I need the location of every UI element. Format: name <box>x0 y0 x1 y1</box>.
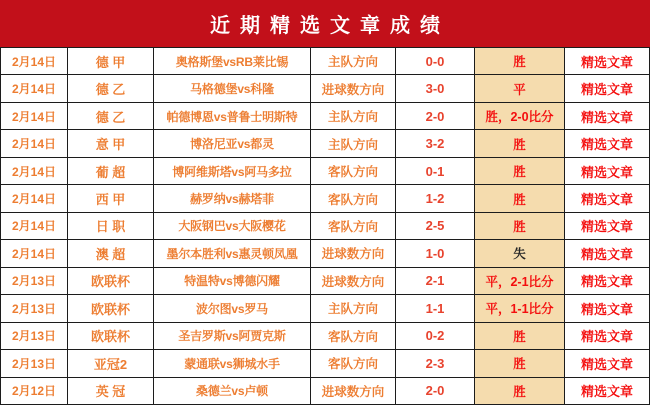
score-cell: 2-0 <box>396 103 474 129</box>
article-link[interactable]: 精选文章 <box>565 185 649 211</box>
league-cell: 德 乙 <box>68 75 153 101</box>
article-link[interactable]: 精选文章 <box>565 213 649 239</box>
score-cell: 1-1 <box>396 295 474 321</box>
article-link[interactable]: 精选文章 <box>565 75 649 101</box>
result-cell: 胜 <box>475 323 564 349</box>
date-cell: 2月14日 <box>1 240 67 266</box>
match-cell: 帕德博恩vs普鲁士明斯特 <box>154 103 310 129</box>
league-cell: 欧联杯 <box>68 295 153 321</box>
result-cell: 平，2-1比分 <box>475 268 564 294</box>
score-cell: 2-1 <box>396 268 474 294</box>
match-cell: 特温特vs博德闪耀 <box>154 268 310 294</box>
result-cell: 胜 <box>475 48 564 74</box>
league-cell: 日 职 <box>68 213 153 239</box>
match-cell: 墨尔本胜利vs惠灵顿凤凰 <box>154 240 310 266</box>
direction-cell: 进球数方向 <box>311 240 395 266</box>
score-cell: 0-2 <box>396 323 474 349</box>
score-cell: 2-0 <box>396 378 474 404</box>
result-cell: 胜，2-0比分 <box>475 103 564 129</box>
article-link[interactable]: 精选文章 <box>565 158 649 184</box>
article-link[interactable]: 精选文章 <box>565 130 649 156</box>
direction-cell: 主队方向 <box>311 103 395 129</box>
score-cell: 3-2 <box>396 130 474 156</box>
date-cell: 2月14日 <box>1 103 67 129</box>
date-cell: 2月13日 <box>1 295 67 321</box>
date-cell: 2月12日 <box>1 378 67 404</box>
date-cell: 2月14日 <box>1 48 67 74</box>
league-cell: 葡 超 <box>68 158 153 184</box>
match-cell: 圣吉罗斯vs阿贾克斯 <box>154 323 310 349</box>
league-cell: 德 乙 <box>68 103 153 129</box>
match-cell: 大阪钢巴vs大阪樱花 <box>154 213 310 239</box>
article-link[interactable]: 精选文章 <box>565 295 649 321</box>
direction-cell: 客队方向 <box>311 350 395 376</box>
score-cell: 3-0 <box>396 75 474 101</box>
score-cell: 1-2 <box>396 185 474 211</box>
date-cell: 2月14日 <box>1 185 67 211</box>
result-cell: 平 <box>475 75 564 101</box>
direction-cell: 客队方向 <box>311 158 395 184</box>
match-cell: 赫罗纳vs赫塔菲 <box>154 185 310 211</box>
direction-cell: 客队方向 <box>311 323 395 349</box>
league-cell: 亚冠2 <box>68 350 153 376</box>
results-table <box>0 47 650 405</box>
direction-cell: 进球数方向 <box>311 75 395 101</box>
league-cell: 德 甲 <box>68 48 153 74</box>
date-cell: 2月14日 <box>1 213 67 239</box>
result-cell: 胜 <box>475 378 564 404</box>
league-cell: 意 甲 <box>68 130 153 156</box>
result-cell: 失 <box>475 240 564 266</box>
match-cell: 博阿维斯塔vs阿马多拉 <box>154 158 310 184</box>
score-cell: 2-3 <box>396 350 474 376</box>
article-link[interactable]: 精选文章 <box>565 103 649 129</box>
date-cell: 2月13日 <box>1 350 67 376</box>
date-cell: 2月14日 <box>1 158 67 184</box>
score-cell: 1-0 <box>396 240 474 266</box>
match-cell: 桑德兰vs卢顿 <box>154 378 310 404</box>
league-cell: 澳 超 <box>68 240 153 266</box>
league-cell: 英 冠 <box>68 378 153 404</box>
direction-cell: 主队方向 <box>311 130 395 156</box>
result-cell: 胜 <box>475 213 564 239</box>
match-cell: 奥格斯堡vsRB莱比锡 <box>154 48 310 74</box>
article-link[interactable]: 精选文章 <box>565 48 649 74</box>
match-cell: 马格德堡vs科隆 <box>154 75 310 101</box>
league-cell: 西 甲 <box>68 185 153 211</box>
date-cell: 2月13日 <box>1 323 67 349</box>
score-cell: 2-5 <box>396 213 474 239</box>
article-link[interactable]: 精选文章 <box>565 240 649 266</box>
match-cell: 博洛尼亚vs都灵 <box>154 130 310 156</box>
article-link[interactable]: 精选文章 <box>565 268 649 294</box>
direction-cell: 主队方向 <box>311 48 395 74</box>
league-cell: 欧联杯 <box>68 323 153 349</box>
date-cell: 2月14日 <box>1 75 67 101</box>
result-cell: 胜 <box>475 350 564 376</box>
table-title: 近期精选文章成绩 <box>0 0 650 47</box>
score-cell: 0-0 <box>396 48 474 74</box>
date-cell: 2月13日 <box>1 268 67 294</box>
match-cell: 蒙通联vs狮城水手 <box>154 350 310 376</box>
direction-cell: 客队方向 <box>311 213 395 239</box>
article-link[interactable]: 精选文章 <box>565 378 649 404</box>
result-cell: 胜 <box>475 130 564 156</box>
result-cell: 胜 <box>475 158 564 184</box>
match-cell: 波尔图vs罗马 <box>154 295 310 321</box>
article-link[interactable]: 精选文章 <box>565 350 649 376</box>
result-cell: 胜 <box>475 185 564 211</box>
direction-cell: 主队方向 <box>311 295 395 321</box>
direction-cell: 客队方向 <box>311 185 395 211</box>
league-cell: 欧联杯 <box>68 268 153 294</box>
score-cell: 0-1 <box>396 158 474 184</box>
result-cell: 平，1-1比分 <box>475 295 564 321</box>
direction-cell: 进球数方向 <box>311 268 395 294</box>
direction-cell: 进球数方向 <box>311 378 395 404</box>
date-cell: 2月14日 <box>1 130 67 156</box>
article-link[interactable]: 精选文章 <box>565 323 649 349</box>
